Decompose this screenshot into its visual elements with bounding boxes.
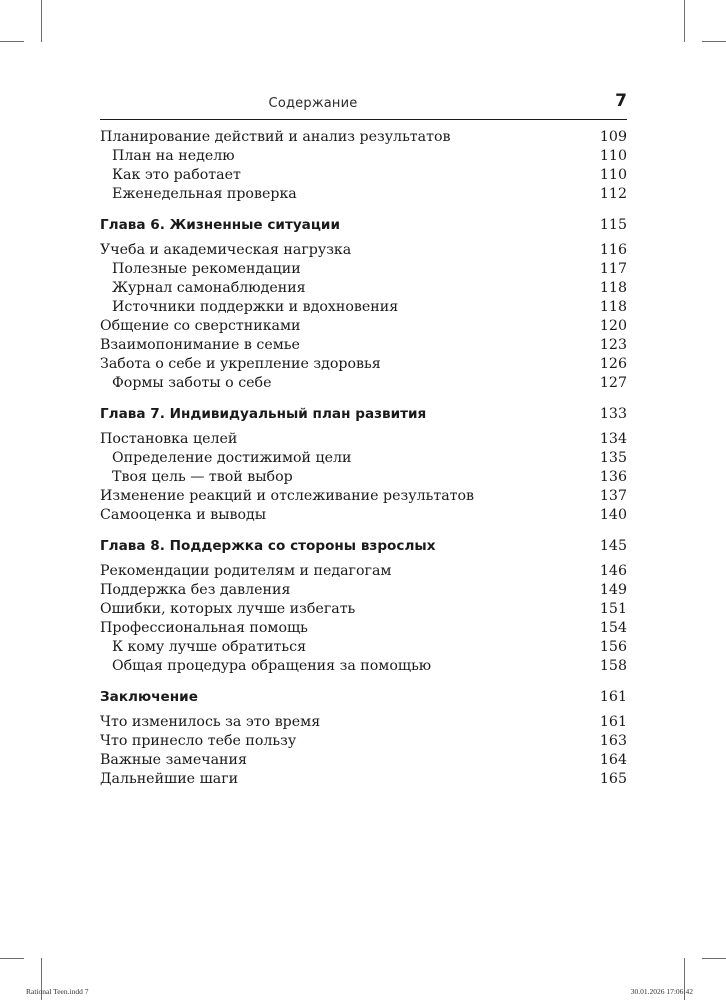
toc-subentry [100,166,627,185]
crop-mark-left-bottom [0,958,24,959]
toc-page-number: 118 [599,299,627,315]
toc-subentry [100,449,627,468]
toc-page-number: 156 [599,639,627,655]
toc-title: Заключение [100,689,198,705]
toc-title: Учеба и академическая нагрузка [100,242,352,258]
toc-page-number: 165 [599,771,627,787]
toc-entry [100,713,627,732]
footer-file-slug: Rational Teen.indd 7 [26,987,89,996]
toc-subentry [100,468,627,487]
toc-page-number: 158 [599,658,627,674]
toc-chapter-heading [100,537,627,556]
toc-title: Глава 7. Индивидуальный план развития [100,406,427,422]
crop-mark-right-bottom [702,958,726,959]
toc-entry [100,487,627,506]
toc-page-number: 151 [599,601,627,617]
toc-chapter-heading [100,405,627,424]
toc-page-number: 161 [599,689,627,705]
toc-entry [100,619,627,638]
toc-title: К кому лучше обратиться [112,639,307,655]
toc-title: Планирование действий и анализ результатов [100,129,451,145]
toc-title: Взаимопонимание в семье [100,337,300,353]
toc-page-number: 149 [599,582,627,598]
toc-chapter-heading [100,216,627,235]
toc-subentry [100,279,627,298]
toc-title: Профессиональная помощь [100,620,308,636]
toc-page-number: 154 [599,620,627,636]
toc-title: Важные замечания [100,752,247,768]
toc-entry [100,355,627,374]
toc-page-number: 146 [599,563,627,579]
toc-entry [100,600,627,619]
toc-page-number: 117 [599,261,627,277]
toc-title: Поддержка без давления [100,582,291,598]
footer-date-slug: 30.01.2026 17:06:42 [630,987,693,996]
toc-title: Забота о себе и укрепление здоровья [100,356,381,372]
toc-entry [100,732,627,751]
toc-entry [100,770,627,789]
toc-page-number: 126 [599,356,627,372]
toc-page-number: 161 [599,714,627,730]
toc-title: Изменение реакций и отслеживание результатов [100,488,475,504]
toc-page-number: 120 [599,318,627,334]
table-of-contents [100,128,627,789]
toc-title: Самооценка и выводы [100,507,267,523]
toc-title: Формы заботы о себе [112,375,272,391]
toc-entry [100,581,627,600]
toc-title: Журнал самонаблюдения [112,280,306,296]
toc-title: Что изменилось за это время [100,714,321,730]
toc-page-number: 134 [599,431,627,447]
toc-title: Еженедельная проверка [112,186,297,202]
toc-title: Общая процедура обращения за помощью [112,658,432,674]
toc-subentry [100,260,627,279]
toc-title: Как это работает [112,167,241,183]
toc-page-number: 127 [599,375,627,391]
toc-entry [100,562,627,581]
toc-page-number: 135 [599,450,627,466]
crop-mark-right-top [702,41,726,42]
toc-page-number: 123 [599,337,627,353]
toc-title: Дальнейшие шаги [100,771,239,787]
toc-page-number: 140 [599,507,627,523]
toc-page-number: 116 [599,242,627,258]
toc-title: Источники поддержки и вдохновения [112,299,399,315]
toc-entry [100,336,627,355]
page-number: 7 [615,91,627,111]
toc-page-number: 115 [599,217,627,233]
toc-page-number: 110 [599,167,627,183]
toc-title: Глава 6. Жизненные ситуации [100,217,340,233]
toc-page-number: 145 [599,538,627,554]
toc-entry [100,317,627,336]
toc-page-number: 133 [599,406,627,422]
toc-title: Постановка целей [100,431,238,447]
toc-entry [100,241,627,260]
toc-entry [100,751,627,770]
toc-title: Твоя цель — твой выбор [112,469,293,485]
toc-title: Глава 8. Поддержка со стороны взрослых [100,538,436,554]
toc-subentry [100,147,627,166]
crop-mark-top-right [684,0,685,42]
toc-page-number: 109 [599,129,627,145]
running-header-title: Содержание [268,96,358,111]
toc-entry [100,506,627,525]
toc-title: Ошибки, которых лучше избегать [100,601,356,617]
toc-chapter-heading [100,688,627,707]
toc-page-number: 110 [599,148,627,164]
toc-page-number: 136 [599,469,627,485]
toc-page-number: 112 [599,186,627,202]
toc-subentry [100,298,627,317]
toc-page-number: 163 [599,733,627,749]
toc-title: Что принесло тебе пользу [100,733,297,749]
toc-subentry [100,638,627,657]
toc-title: Общение со сверстниками [100,318,301,334]
toc-subentry [100,657,627,676]
toc-page-number: 164 [599,752,627,768]
toc-entry [100,430,627,449]
toc-subentry [100,374,627,393]
toc-page-number: 118 [599,280,627,296]
toc-page-number: 137 [599,488,627,504]
toc-subentry [100,185,627,204]
crop-mark-top-left [41,0,42,42]
toc-entry [100,128,627,147]
toc-title: Определение достижимой цели [112,450,352,466]
toc-title: Рекомендации родителям и педагогам [100,563,392,579]
toc-title: План на неделю [112,148,235,164]
crop-mark-left-top [0,41,24,42]
header-rule [100,119,627,120]
toc-title: Полезные рекомендации [112,261,301,277]
